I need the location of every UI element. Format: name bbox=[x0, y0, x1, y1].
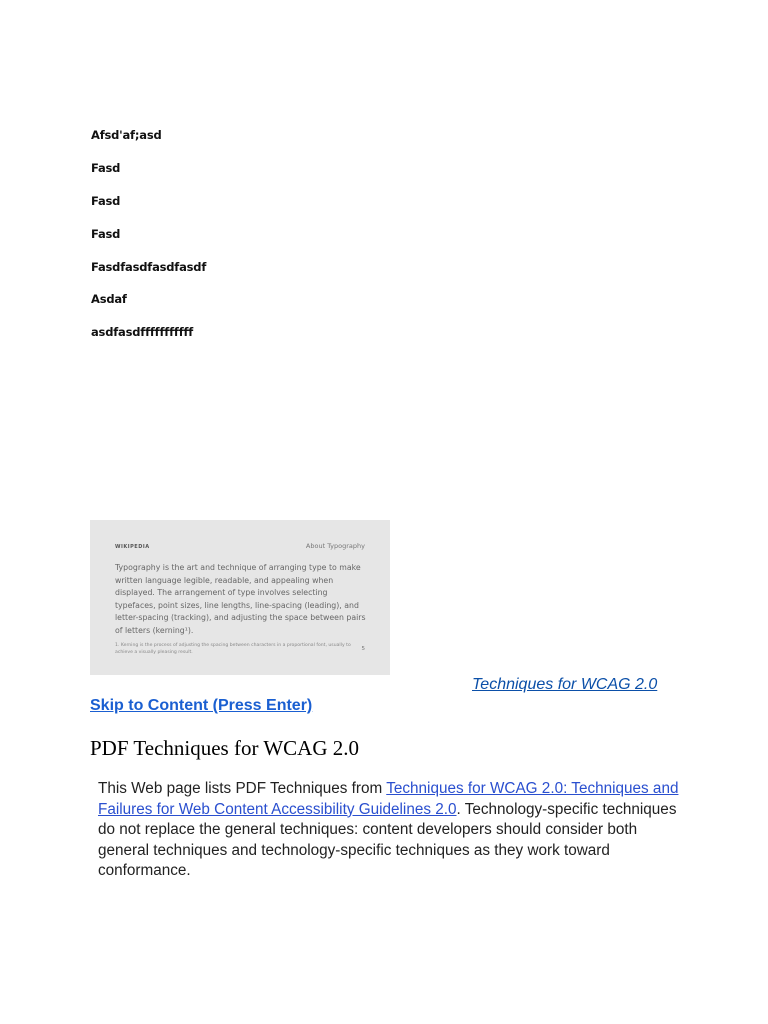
thumbnail-page-number: 5 bbox=[361, 646, 365, 652]
draft-line-2: Fasd bbox=[91, 161, 121, 175]
typography-thumbnail bbox=[90, 520, 390, 675]
thumbnail-section: About Typography bbox=[305, 542, 365, 550]
intro-text-before: This Web page lists PDF Techniques from bbox=[98, 780, 387, 797]
thumbnail-footnote: 1. Kerning is the process of adjusting the spacing between characters in a proportional font, usually to achieve a visually pleasing result. bbox=[115, 643, 351, 655]
techniques-failures-link[interactable]: Techniques for WCAG 2.0: Techniques and Failures for Web Content Accessibility Guidelines 2.0 bbox=[98, 780, 679, 818]
draft-line-3: Fasd bbox=[91, 194, 121, 208]
page-title: PDF Techniques for WCAG 2.0 bbox=[90, 736, 359, 760]
skip-to-content-link[interactable]: Skip to Content (Press Enter) bbox=[90, 697, 313, 714]
draft-line-4: Fasd bbox=[91, 227, 121, 241]
intro-text-after: . Technology-specific techniques do not replace the general techniques: content developers should consider both general techniques and technology-specific techniques as they work toward conformance. bbox=[98, 800, 677, 879]
thumbnail-paragraph: Typography is the art and technique of arranging type to make written language legible, readable, and appealing when displayed. The arrangement of type involves selecting typefaces, point sizes, line lengths, line-spacing (leading), and letter-spacing (tracking), and adjusting the space between pairs of letters (kerning¹). bbox=[115, 563, 366, 635]
draft-line-6: Asdaf bbox=[91, 292, 127, 306]
draft-line-7: asdfasdfffffffffff bbox=[91, 325, 194, 339]
intro-paragraph bbox=[98, 779, 688, 882]
draft-line-1: Afsd'af;asd bbox=[91, 128, 162, 142]
techniques-wcag-link[interactable]: Techniques for WCAG 2.0 bbox=[472, 676, 658, 693]
draft-line-5: Fasdfasdfasdfasdf bbox=[91, 260, 207, 274]
thumbnail-brand: WIKIPEDIA bbox=[115, 544, 150, 550]
